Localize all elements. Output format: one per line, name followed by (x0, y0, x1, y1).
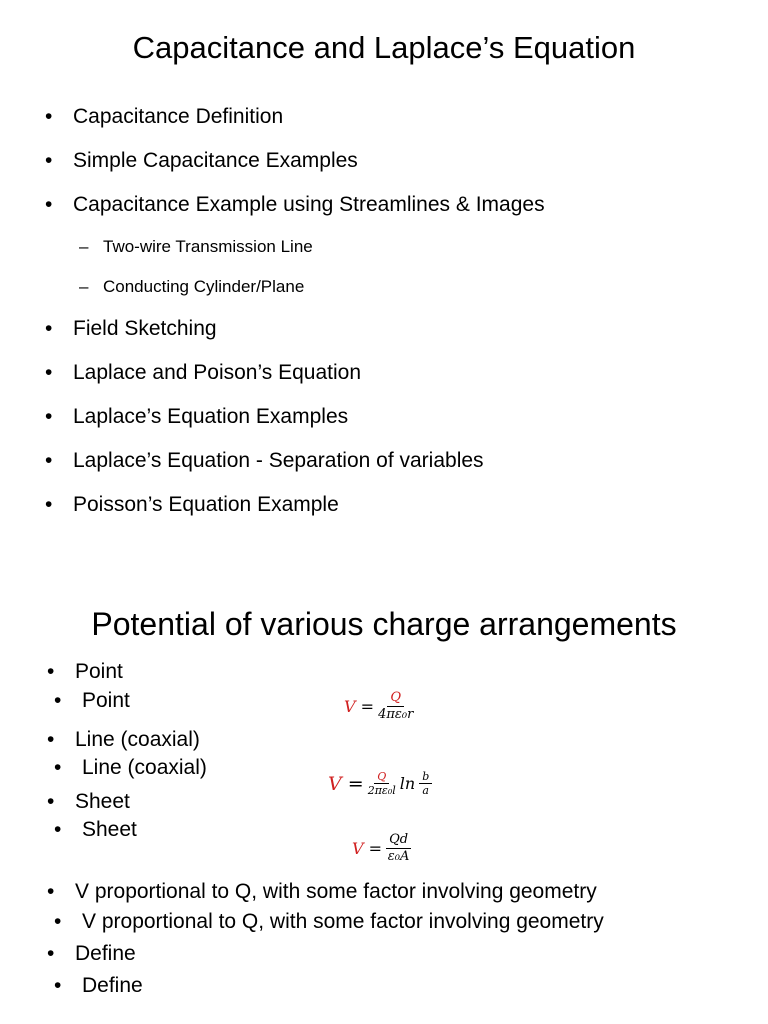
slide-title: Capacitance and Laplace’s Equation (132, 30, 636, 65)
list-item: • Field Sketching (73, 317, 217, 341)
list-item: • V proportional to Q, with some factor involving geometry (75, 880, 597, 904)
list-item: • Laplace’s Equation Examples (73, 405, 348, 429)
fraction (386, 832, 411, 865)
denominator: 4πε₀r (378, 707, 414, 722)
sub-list-item: – Two-wire Transmission Line (103, 235, 313, 259)
list-item: • Capacitance Definition (73, 105, 283, 129)
slide-title: Potential of various charge arrangements (91, 606, 677, 642)
eq-lhs: V = (352, 839, 383, 858)
fraction (419, 770, 432, 797)
numerator: b (419, 770, 432, 784)
list-item: • Simple Capacitance Examples (73, 149, 358, 173)
equation-sheet (352, 832, 411, 865)
list-item: • Line (coaxial) (75, 728, 200, 752)
denominator: ε₀A (387, 849, 410, 864)
denominator: a (422, 784, 429, 797)
equation-point (344, 690, 413, 723)
fraction (378, 690, 413, 723)
fraction (368, 770, 396, 797)
list-item: • Define (75, 942, 136, 966)
numerator: Q (374, 770, 389, 784)
list-item: • Point (75, 660, 123, 684)
list-item: • Sheet (82, 818, 137, 842)
list-item: • Capacitance Example using Streamlines & Images (73, 193, 545, 217)
ln: ln (399, 774, 416, 793)
equation-line (328, 770, 432, 797)
numerator: Qd (386, 832, 411, 849)
eq-lhs: V = (328, 772, 364, 795)
eq-lhs: V = (344, 697, 375, 716)
denominator: 2πε₀l (367, 784, 396, 797)
sub-list-item: – Conducting Cylinder/Plane (103, 275, 304, 299)
list-item: • Laplace’s Equation - Separation of variables (73, 449, 484, 473)
list-item: • Sheet (75, 790, 130, 814)
numerator: Q (387, 690, 404, 707)
list-item: • Line (coaxial) (82, 756, 207, 780)
list-item: • Poisson’s Equation Example (73, 493, 339, 517)
list-item: • Laplace and Poison’s Equation (73, 361, 361, 385)
list-item: • Point (82, 689, 130, 713)
list-item: • V proportional to Q, with some factor involving geometry (82, 910, 604, 934)
list-item: • Define (82, 974, 143, 998)
